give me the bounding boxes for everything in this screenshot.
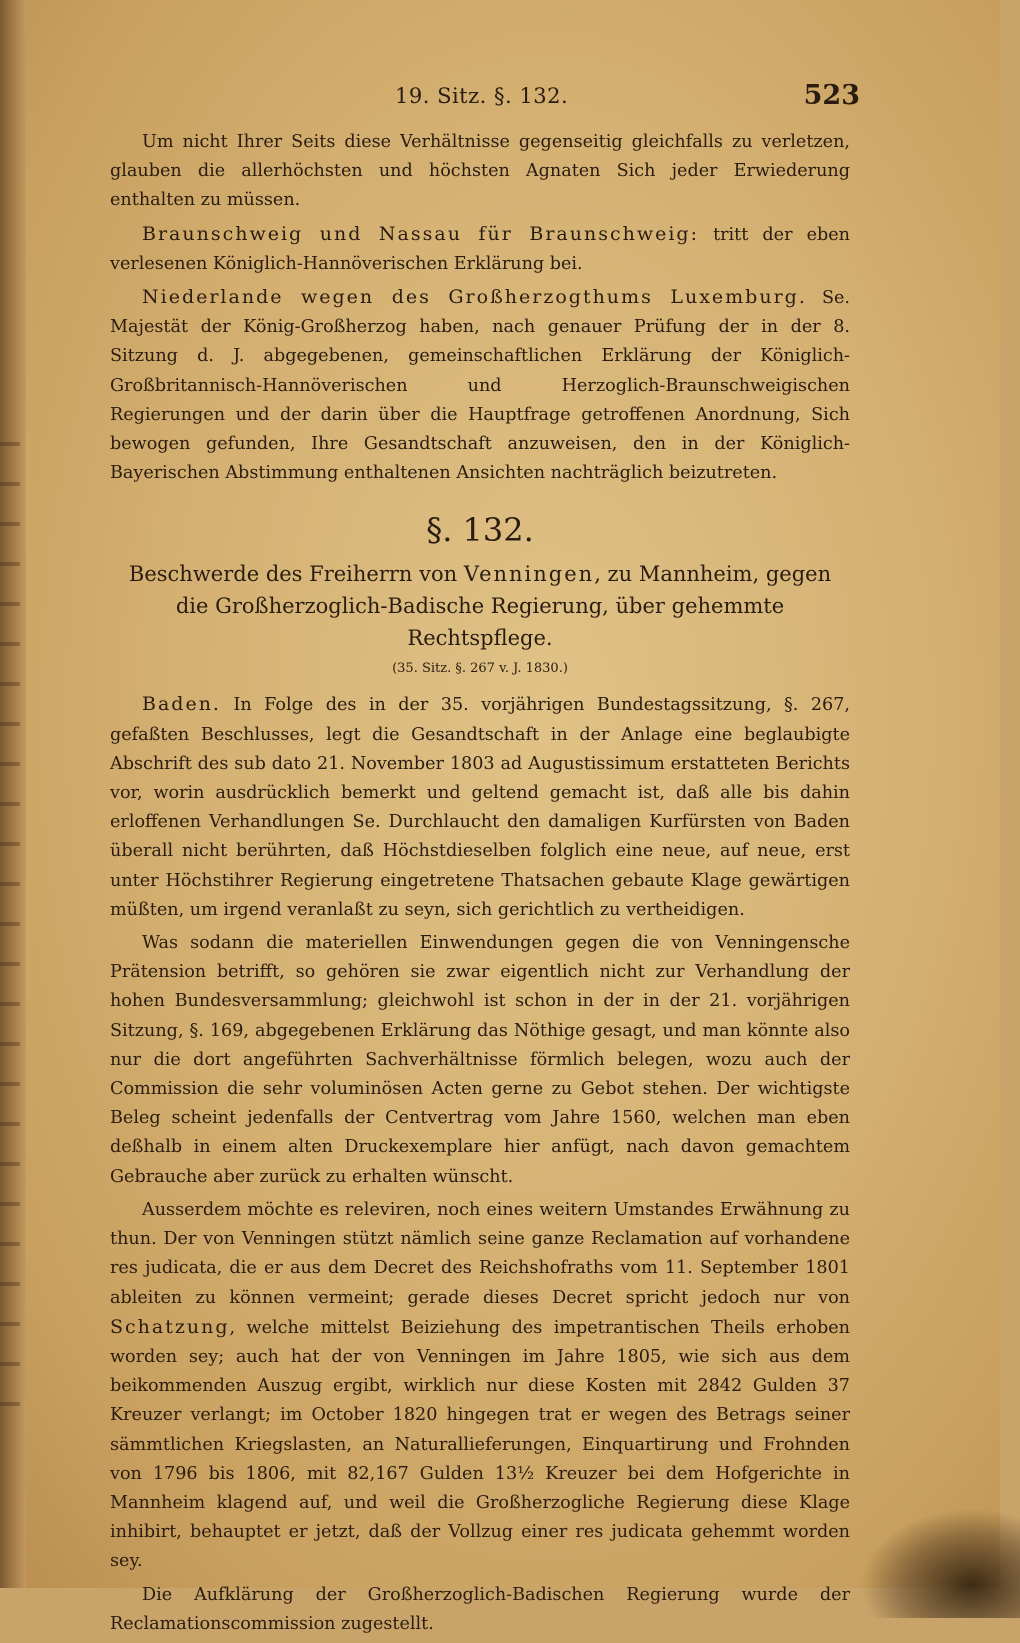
paragraph-ausserdem — [110, 1196, 850, 1577]
paragraph-niederlande-text: Se. Majestät der König-Großherzog haben, nach genauer Prüfung der in der 8. Sitzung d. J. abgegebenen, gemeinschaftlichen Erklärung der Königlich-Großbritannisch-Hannöverischen und Herzoglich-Braunschweigischen Regierungen und der darin über die Hauptfrage getroffenen Anordnung, Sich bewogen gefunden, Ihre Gesandtschaft anzuweisen, den in der Königlich-Bayerischen Abstimmung enthaltenen Ansichten nachträglich beizutreten. — [110, 288, 850, 484]
paragraph-agnaten: Um nicht Ihrer Seits diese Verhältnisse gegenseitig gleichfalls zu verletzen, glauben die allerhöchsten und höchsten Agnaten Sich jeder Erwiederung enthalten zu müssen. — [110, 132, 850, 211]
paragraph-ausserdem-post: , welche mittelst Beiziehung des impetrantischen Theils erhoben worden sey; auch hat der von Venningen im Jahre 1805, wie sich aus dem beikommenden Auszug ergibt, wirklich nur diese Kosten mit 2842 Gulden 37 Kreuzer verlangt; im October 1820 hingegen trat er wegen des Betrags seiner sämmtlichen Kriegslasten, an Naturallieferungen, Einquartirung und Frohnden von 1796 bis 1806, mit 82,167 Gulden 13½ Kreuzer bei dem Hofgerichte in Mannheim klagend auf, und weil die Großherzogliche Regierung diese Klage inhibirt, behauptet er jetzt, daß der Vollzug einer res judicata gehemmt worden sey. — [110, 1317, 850, 1572]
paragraph-braunschweig-text: tritt der eben verlesenen Königlich-Hannöverischen Erklärung bei. — [110, 224, 850, 274]
page-body — [110, 128, 850, 1643]
paragraph-baden — [110, 690, 850, 925]
paragraph-braunschweig — [110, 220, 850, 279]
spaced-term-schatzung: Schatzung — [110, 1315, 230, 1338]
page-number: 523 — [803, 80, 860, 111]
section-subject — [110, 558, 850, 654]
section-reference: (35. Sitz. §. 267 v. J. 1830.) — [392, 661, 568, 677]
paragraph-aufklaerung: Die Aufklärung der Großherzoglich-Badischen Regierung wurde der Reclamationscommission zugestellt. — [110, 1584, 850, 1634]
speaker-braunschweig: Braunschweig und Nassau für Braunschweig: — [142, 222, 699, 245]
speaker-niederlande: Niederlande wegen des Großherzogthums Luxemburg. — [142, 286, 807, 309]
corner-stain — [860, 1508, 1020, 1618]
subject-name: Venningen — [463, 562, 595, 587]
gutter-bleedthrough — [0, 420, 20, 1420]
paragraph-niederlande — [110, 283, 850, 488]
subject-post: , zu Mannheim, gegen die Großherzoglich-Badische Regierung, über gehemmte Rechtspflege. — [175, 562, 832, 651]
speaker-baden: Baden. — [142, 693, 221, 716]
section-heading: §. 132. — [426, 511, 534, 550]
running-title: 19. Sitz. §. 132. — [395, 84, 569, 108]
subject-pre: Beschwerde des Freiherrn von — [128, 562, 464, 587]
page-header — [0, 80, 1000, 120]
paragraph-ausserdem-pre: Ausserdem möchte es releviren, noch eines weitern Umstandes Erwähnung zu thun. Der von Venningen stützt nämlich seine ganze Reclamation auf vorhandene res judicata, die er aus dem Decret des Reichshofraths vom 11. September 1801 ableiten zu können vermeint; gerade dieses Decret spricht jedoch nur von — [110, 1199, 850, 1308]
paragraph-einwendungen: Was sodann die materiellen Einwendungen gegen die von Venningensche Prätension betrifft, so gehören sie zwar eigentlich nicht zur Verhandlung der hohen Bundesversammlung; gleichwohl ist schon in der in der 21. vorjährigen Sitzung, §. 169, abgegebenen Erklärung das Nöthige gesagt, und man könnte also nur die dort angeführten Sachverhältnisse förmlich belegen, wozu auch der Commission die sehr voluminösen Acten gerne zu Gebot stehen. Der wichtigste Beleg scheint jedenfalls der Centvertrag vom Jahre 1560, welchen man eben deßhalb in einem alten Druckexemplare hier anfügt, nach davon gemachtem Gebrauche aber zurück zu erhalten wünscht. — [110, 933, 850, 1187]
paragraph-baden-text: In Folge des in der 35. vorjährigen Bundestagssitzung, §. 267, gefaßten Beschlusses, legt die Gesandtschaft in der Anlage eine beglaubigte Abschrift des sub dato 21. November 1803 ad Augustissimum erstatteten Berichts vor, worin ausdrücklich bemerkt und geltend gemacht ist, daß alle bis dahin erloffenen Verhandlungen Se. Durchlaucht den damaligen Kurfürsten von Baden überall nicht berührten, daß Höchstdieselben folglich eine neue, auf neue, erst unter Höchstihrer Regierung eingetretene Thatsachen gebaute Klage gewärtigen müßten, um irgend veranlaßt zu seyn, sich gerichtlich zu vertheidigen. — [110, 695, 850, 920]
